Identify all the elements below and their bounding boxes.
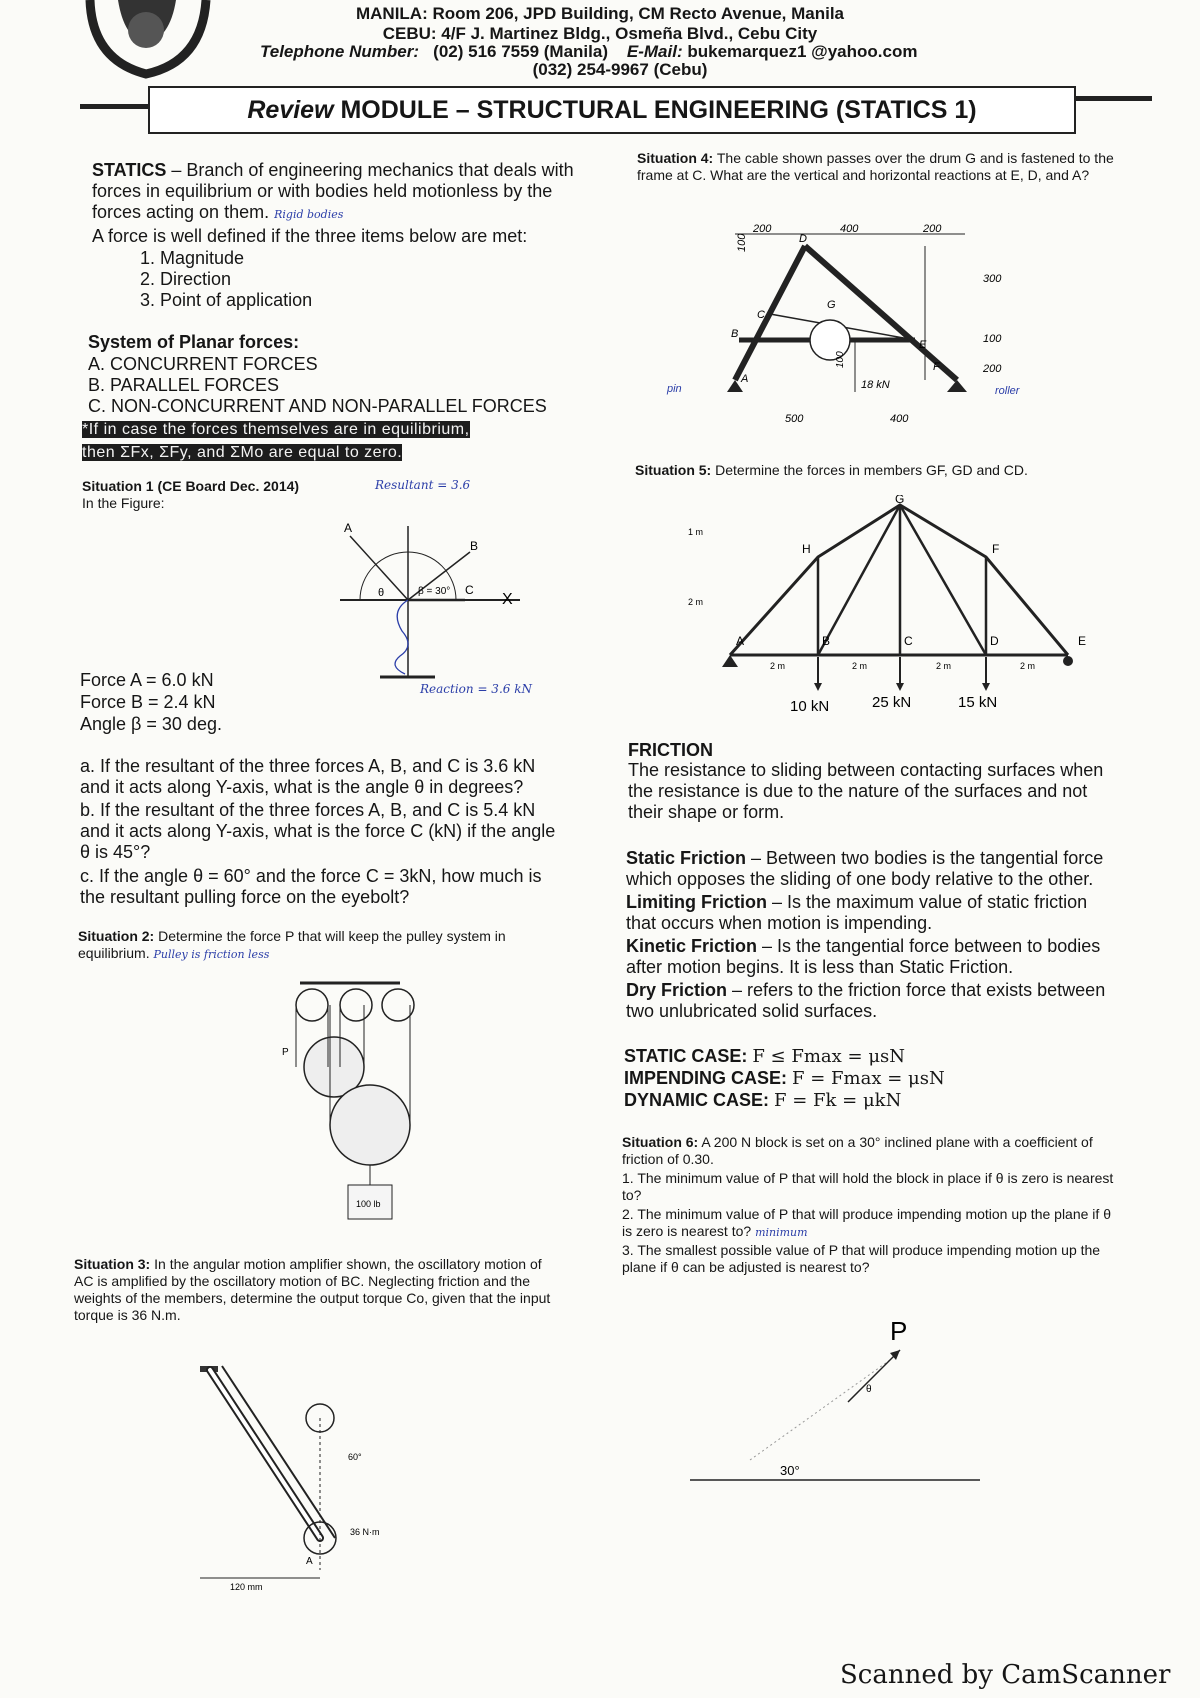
sit5-body: Determine the forces in members GF, GD and CD.: [711, 462, 1028, 478]
sit1-note-reaction: Reaction = 3.6 kN: [420, 682, 532, 696]
sit1-given: Force A = 6.0 kN: [80, 670, 214, 690]
title-review: Review: [247, 95, 334, 124]
friction-case: [624, 1068, 945, 1089]
statics-term: STATICS: [92, 160, 167, 180]
sit3-body: In the angular motion amplifier shown, the oscillatory motion of AC is amplified by the oscillatory motion of BC. Neglecting friction and the weights of the members, determine the output torque Co, given that the input torque is 36 N.m.: [74, 1256, 551, 1323]
dim: 100: [736, 233, 748, 252]
planar-item: A. CONCURRENT FORCES: [88, 354, 318, 374]
footer-scanner-text: Scanned by CamScanner: [840, 1660, 1171, 1690]
force-item: 1. Magnitude: [160, 248, 432, 269]
roller-support: [947, 380, 967, 392]
header-cebu: CEBU: 4/F J. Martinez Bldg., Osmeña Blvd., Cebu City: [382, 24, 818, 43]
pulley-2: [340, 989, 372, 1021]
title-rule-left: [80, 104, 150, 109]
load-label: 25 kN: [872, 694, 912, 711]
title-rule-right: [1072, 96, 1152, 101]
dim: 300: [983, 273, 1002, 285]
support-e: [1063, 656, 1073, 666]
joint-label: D: [799, 233, 807, 245]
sit1-sub: In the Figure:: [82, 495, 165, 511]
dim: 500: [785, 413, 804, 425]
equilibrium-note: [82, 418, 582, 464]
span-label: 2 m: [852, 661, 868, 671]
incline-line: [750, 1360, 890, 1460]
joint-label: A: [741, 373, 749, 385]
label-theta: θ: [378, 587, 385, 599]
title-main: MODULE – STRUCTURAL ENGINEERING (STATICS 1): [340, 95, 977, 124]
sit6-text: [622, 1134, 1122, 1168]
height-label: 1 m: [688, 527, 704, 537]
force-item: 3. Point of application: [160, 290, 432, 311]
sit4-body: The cable shown passes over the drum G and is fastened to the frame at C. What are the vertical and horizontal reactions at E, D, and A?: [637, 150, 1114, 183]
kinetic-def: – Is the tangential force between to bodies after motion begins. It is less than Static Friction.: [626, 936, 1101, 977]
limiting-term: Limiting Friction: [626, 892, 767, 912]
email-value: bukemarquez1 @yahoo.com: [687, 42, 918, 61]
case-label: DYNAMIC CASE:: [624, 1090, 770, 1110]
kinetic-term: Kinetic Friction: [626, 936, 758, 956]
joint-label: C: [757, 309, 765, 321]
sit6-body: A 200 N block is set on a 30° inclined plane with a coefficient of friction of 0.30.: [622, 1134, 1093, 1167]
force-definition: A force is well defined if the three items below are met:: [92, 226, 528, 246]
label-p: P: [282, 1047, 289, 1058]
dim: 400: [840, 223, 859, 235]
equilibrium-line-1: *If in case the forces themselves are in equilibrium,: [82, 421, 470, 438]
torque-label: 36 N·m: [350, 1527, 380, 1537]
weight-label: 100 lb: [356, 1199, 381, 1209]
joint-label: B: [731, 328, 739, 340]
sit3-text: [74, 1256, 564, 1324]
label-x: X: [502, 591, 513, 608]
dim: 400: [890, 413, 909, 425]
joint: D: [990, 634, 999, 648]
sit2-note: Pulley is friction less: [153, 948, 270, 961]
sit1-given: Angle β = 30 deg.: [80, 714, 222, 734]
force-item-list: [132, 248, 432, 311]
joint: F: [992, 542, 1000, 556]
friction-case: [624, 1046, 905, 1067]
static-friction: [626, 848, 1120, 890]
joint-label: G: [827, 299, 836, 311]
sit1-title: Situation 1 (CE Board Dec. 2014): [82, 478, 300, 494]
dim: 200: [983, 363, 1002, 375]
limiting-friction: [626, 892, 1120, 934]
case-eq: F = Fk = μkN: [774, 1090, 902, 1111]
planar-item: B. PARALLEL FORCES: [88, 375, 280, 395]
span-label: 2 m: [936, 661, 952, 671]
header-contact: [260, 42, 1000, 61]
pulley-5: [330, 1085, 410, 1165]
load-label: 15 kN: [958, 694, 998, 711]
sit3-amplifier-figure: [200, 1360, 420, 1600]
joint: E: [1078, 634, 1087, 648]
sit2-body: Determine the force P that will keep the pulley system in equilibrium.: [78, 928, 506, 961]
dry-term: Dry Friction: [626, 980, 728, 1000]
telephone-manila: (02) 516 7559 (Manila): [433, 42, 608, 61]
label-b: B: [470, 539, 479, 553]
sit1-note-resultant: Resultant = 3.6: [375, 478, 471, 492]
friction-case: [624, 1090, 901, 1111]
force-p-arrow: [848, 1350, 900, 1402]
sit1-given: Force B = 2.4 kN: [80, 692, 216, 712]
case-eq: F = Fmax = μsN: [792, 1068, 945, 1089]
header-manila: MANILA: Room 206, JPD Building, CM Recto Avenue, Manila: [355, 4, 844, 23]
case-eq: F ≤ Fmax = μsN: [752, 1046, 906, 1067]
label-p: P: [890, 1316, 908, 1346]
sit4-frame-figure: [665, 222, 1045, 444]
pulley-1: [296, 989, 328, 1021]
sit6-question-3: 3. The smallest possible value of P that will produce impending motion up the plane if θ can be adjusted is nearest to?: [622, 1242, 1101, 1275]
dim: 200: [923, 223, 942, 235]
support-a: [722, 655, 738, 667]
joint: A: [736, 634, 745, 648]
span-label: 2 m: [770, 661, 786, 671]
label-c: C: [465, 583, 474, 597]
member-bc: [222, 1366, 335, 1538]
header-cebu-phone: (032) 254-9967 (Cebu): [532, 60, 708, 79]
sit4-text: [637, 150, 1117, 184]
height-label: 2 m: [688, 597, 704, 607]
kinetic-friction: [626, 936, 1120, 978]
logo-seal: [84, 0, 214, 80]
sit5-title: Situation 5:: [635, 462, 712, 478]
static-def: – Between two bodies is the tangential force which opposes the sliding of one body relative to the other.: [626, 848, 1104, 889]
friction-definition: The resistance to sliding between contacting surfaces when the resistance is due to the nature of the surfaces and not their shape or form.: [628, 760, 1104, 822]
pulley-3: [382, 989, 414, 1021]
dim: 100: [835, 351, 846, 368]
dry-friction: [626, 980, 1120, 1022]
member-ad: [735, 246, 805, 380]
module-title: [148, 86, 1076, 134]
sit5-truss-figure: [680, 495, 1100, 725]
sit6-question-1: 1. The minimum value of P that will hold the block in place if θ is zero is nearest to?: [622, 1170, 1114, 1203]
sit6-q2-note: minimum: [755, 1226, 808, 1239]
joint: B: [822, 634, 831, 648]
planar-item: C. NON-CONCURRENT AND NON-PARALLEL FORCES: [88, 396, 547, 416]
email-label: E-Mail:: [626, 42, 683, 61]
angle-label: 60°: [348, 1452, 362, 1462]
sit2-title: Situation 2:: [78, 928, 155, 944]
sit6-q2-text: 2. The minimum value of P that will produce impending motion up the plane if θ is zero is nearest to?: [622, 1206, 1111, 1239]
dim: 100: [983, 333, 1002, 345]
sit5-text: [635, 462, 1115, 479]
sit2-text: [78, 928, 568, 963]
sit6-incline-figure: [690, 1310, 990, 1490]
sit1-question-c: c. If the angle θ = 60° and the force C = 3kN, how much is the resultant pulling force on the eyebolt?: [80, 866, 542, 907]
planar-title: System of Planar forces:: [88, 332, 300, 352]
statics-handwritten-note: Rigid bodies: [274, 208, 344, 221]
case-label: IMPENDING CASE:: [624, 1068, 788, 1088]
statics-definition: [92, 160, 577, 225]
dim-120: 120 mm: [230, 1582, 263, 1592]
equilibrium-line-2: then ΣFx, ΣFy, and ΣMo are equal to zero.: [82, 444, 403, 461]
span-label: 2 m: [1020, 661, 1036, 671]
dim: 200: [753, 223, 772, 235]
joint: G: [895, 495, 905, 506]
joint-label: E: [919, 339, 927, 351]
label-theta: θ: [866, 1384, 872, 1395]
label-a: A: [306, 1556, 313, 1567]
roller-label: roller: [995, 385, 1020, 397]
static-term: Static Friction: [626, 848, 747, 868]
joint-label: F: [933, 361, 940, 373]
sit4-title: Situation 4:: [637, 150, 714, 166]
sit3-title: Situation 3:: [74, 1256, 151, 1272]
label-a: A: [344, 521, 353, 535]
telephone-label: Telephone Number:: [260, 42, 419, 61]
load-label: 18 kN: [861, 379, 890, 391]
joint: H: [802, 542, 811, 556]
label-beta: β = 30°: [418, 586, 451, 597]
dry-def: – refers to the friction force that exists between two unlubricated solid surfaces.: [626, 980, 1106, 1021]
sit1-question-b: b. If the resultant of the three forces A, B, and C is 5.4 kN and it acts along Y-axis, what is the force C (kN) if the angle θ is 45°?: [80, 800, 556, 862]
force-item: 2. Direction: [160, 269, 432, 290]
friction-title: FRICTION: [628, 740, 713, 760]
reaction-scribble: [395, 600, 408, 674]
statics-def: – Branch of engineering mechanics that deals with forces in equilibrium or with bodies held motionless by the forces acting on them.: [92, 160, 574, 222]
label-angle: 30°: [780, 1463, 800, 1478]
sit1-question-a: a. If the resultant of the three forces A, B, and C is 3.6 kN and it acts along Y-axis, what is the angle θ in degrees?: [80, 756, 536, 797]
joint: C: [904, 634, 913, 648]
sit6-question-2: [622, 1206, 1122, 1241]
sit6-title: Situation 6:: [622, 1134, 699, 1150]
load-label: 10 kN: [790, 698, 830, 715]
sit1-figure: [320, 496, 560, 696]
pin-label: pin: [667, 383, 682, 395]
limiting-def: – Is the maximum value of static friction that occurs when motion is impending.: [626, 892, 1088, 933]
case-label: STATIC CASE:: [624, 1046, 748, 1066]
sit2-pulley-figure: [270, 975, 450, 1225]
